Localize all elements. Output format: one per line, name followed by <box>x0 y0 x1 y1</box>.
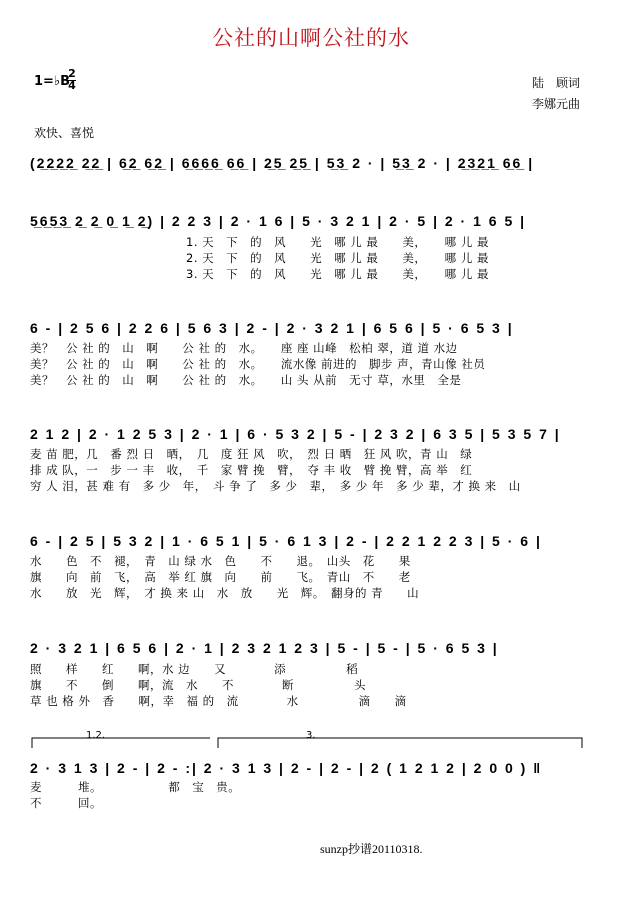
system-4-lyric-1: 麦 苗 肥，几 番 烈 日 晒， 几 度 狂 风 吹， 烈 日 晒 狂 风 吹，青 山 绿 <box>30 447 473 461</box>
system-3-lyric-2: 美？ 公 社 的 山 啊 公 社 的 水。 流水像 前进的 脚步 声，青山像 社员 <box>30 357 486 371</box>
system-1-notation: (2̲2̲2̲2̲ 2̲2̲ | 6̲2̲ 6̲2̲ | 6̲6̲6̲6̲ 6̲6̲ | 2̲5̲ 2̲5̲ | 5̲3̲ 2 · | 5̲3̲ 2 · | 2̲3̲2̲1̲ 6̲6̲ | <box>30 155 535 171</box>
system-4-notation: 2 1 2 | 2 · 1 2 5 3 | 2 · 1 | 6 · 5 3 2 | 5 - | 2 3 2 | 6 3 5 | 5 3 5 7 | <box>30 426 561 442</box>
system-7-notation: 2 · 3 1 3 | 2 - | 2 - :| 2 · 3 1 3 | 2 - | 2 - | 2 ( 1 2 1 2 | 2 0 0 ) ‖ <box>30 760 543 776</box>
system-3-notation: 6 - | 2 5 6 | 2 2 6 | 5 6 3 | 2 - | 2 · 3 2 1 | 6 5 6 | 5 · 6 5 3 | <box>30 320 514 336</box>
system-4-lyric-2: 排 成 队，一 步 一 丰 收， 千 家 臂 挽 臂， 夺 丰 收 臂 挽 臂，高 举 红 <box>30 463 473 477</box>
system-3-lyric-3: 美？ 公 社 的 山 啊 公 社 的 水。 山 头 从前 无寸 草，水里 全是 <box>30 373 462 387</box>
time-signature <box>68 69 76 91</box>
song-title: 公社的山啊公社的水 <box>212 26 410 50</box>
time-sig-top: 2 <box>68 67 76 80</box>
time-sig-bottom: 4 <box>68 79 76 92</box>
system-7-lyric-2: 不 回。 <box>30 796 102 810</box>
system-2-lyric-3: 3. 天 下 的 风 光 哪 儿 最 美， 哪 儿 最 <box>186 267 489 281</box>
system-6-lyric-2: 旗 不 倒 啊，流 水 不 断 头 <box>30 678 366 692</box>
transcriber-credit: sunzp抄谱20110318. <box>320 842 423 856</box>
system-6-lyric-1: 照 样 红 啊，水 边 又 添 稻 <box>30 662 359 676</box>
volta-1-2-bracket <box>32 738 210 748</box>
system-6-lyric-3: 草 也 格 外 香 啊，幸 福 的 流 水 滴 滴 <box>30 694 407 708</box>
system-2-lyric-1: 1. 天 下 的 风 光 哪 儿 最 美， 哪 儿 最 <box>186 235 489 249</box>
system-5-notation: 6 - | 2 5 | 5 3 2 | 1 · 6 5 1 | 5 · 6 1 3 | 2 - | 2 2 1 2 2 3 | 5 · 6 | <box>30 533 542 549</box>
system-2-notation: 5̲6̲5̲3̲ 2̲ 2̲ 0̲ 1̲ 2̲) | 2 2 3 | 2 · 1 6 | 5 · 3 2 1 | 2 · 5 | 2 · 1 6 5 | <box>30 213 527 229</box>
system-5-lyric-2: 旗 向 前 飞， 高 举 红 旗 向 前 飞。 青山 不 老 <box>30 570 411 584</box>
system-2-lyric-2: 2. 天 下 的 风 光 哪 儿 最 美， 哪 儿 最 <box>186 251 489 265</box>
tempo-mark: 欢快、喜悦 <box>34 126 95 140</box>
system-6-notation: 2 · 3 2 1 | 6 5 6 | 2 · 1 | 2 3 2 1 2 3 | 5 - | 5 - | 5 · 6 5 3 | <box>30 640 499 656</box>
system-5-lyric-3: 水 放 光 辉， 才 换 来 山 水 放 光 辉。 翻身的 青 山 <box>30 586 420 600</box>
system-5-lyric-1: 水 色 不 褪， 青 山 绿 水 色 不 退。 山头 花 果 <box>30 554 411 568</box>
volta-3-label: 3. <box>306 730 316 741</box>
system-3-lyric-1: 美？ 公 社 的 山 啊 公 社 的 水。 座 座 山峰 松柏 翠，道 道 水边 <box>30 341 458 355</box>
system-7-lyric-1: 麦 堆。 都 宝 贵。 <box>30 780 241 794</box>
system-4-lyric-3: 穷 人 泪，甚 难 有 多 少 年， 斗 争 了 多 少 辈， 多 少 年 多 少 辈，才 换 来 山 <box>30 479 521 493</box>
key-signature: 1=♭B <box>34 74 70 89</box>
lyricist-credit: 陆 顾词 <box>532 76 581 90</box>
volta-3-bracket <box>218 738 582 748</box>
volta-1-2-label: 1.2. <box>86 730 106 741</box>
composer-credit: 李娜元曲 <box>532 97 581 111</box>
